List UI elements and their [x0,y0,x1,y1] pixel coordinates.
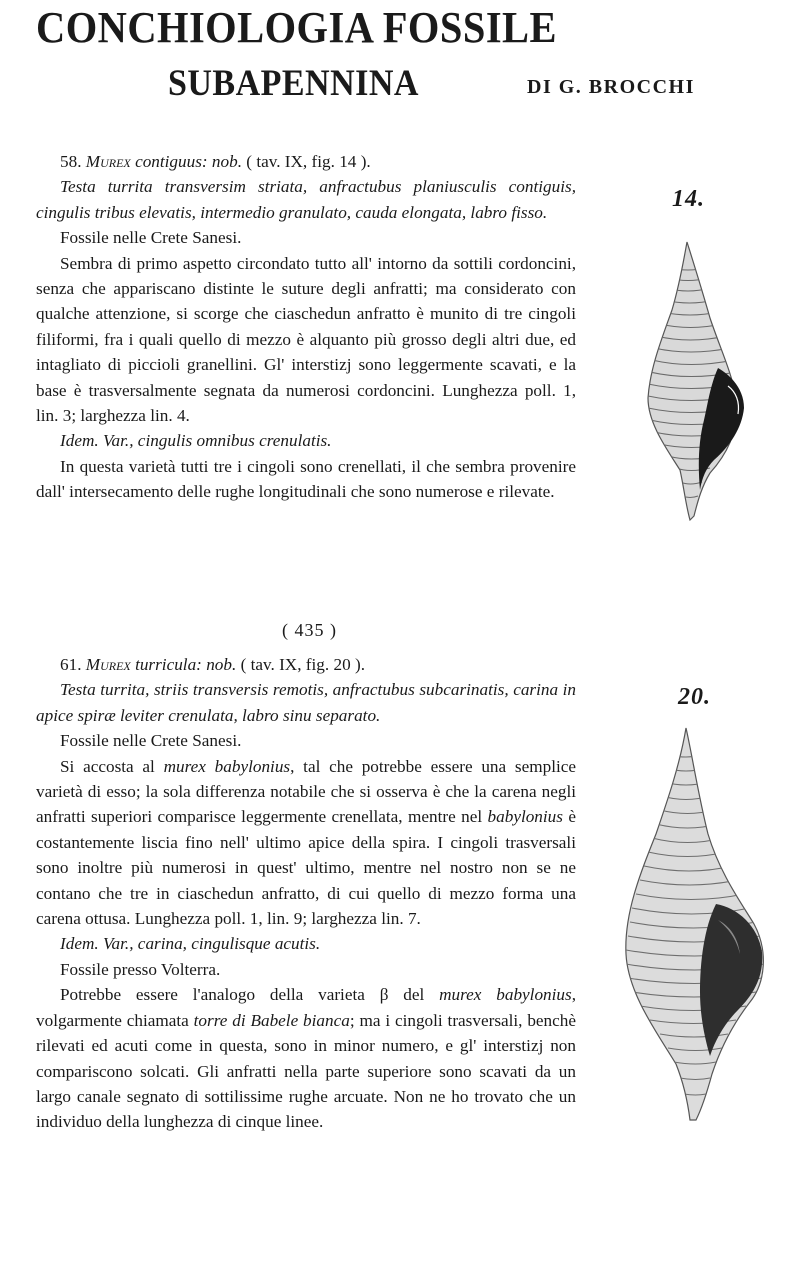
author: DI G. BROCCHI [527,76,695,98]
variety-note [36,982,576,1134]
locality: Fossile nelle Crete Sanesi. [60,228,242,248]
desc-text: Si accosta al [60,756,164,776]
shell-figure-20-illustration [616,724,786,1124]
desc-term: babylonius [487,807,563,827]
figure-14-label: 14. [672,186,705,212]
genus-name: Murex [85,655,131,674]
desc-text: , tal che potrebbe essere una semplice varietà di esso; la sola differenza notabile che si osserva è che la carena negli anfratti superiori comparisce leggermente crenellata, mentre nel [36,756,577,827]
entry-number: 61. [60,655,82,674]
description: Sembra di primo aspetto circondato tutto all' intorno da sottili cordoncini, senza che appariscano distinte le suture degli anfratti; ma considerato con qualche attenzione, si scorge che ciaschedun anfratto è munito di tre cingoli filiformi, fra i quali quello di mezzo è alquanto più grosso degli altri due, ed intagliato di piccioli granellini. Gl' interstizj sono leggermente scavati, e la base è trasversalmente segnata da numerosi cordoncini. Lunghezza poll. 1, lin. 3; larghezza lin. 4. [36,253,576,426]
genus-name: Murex [85,152,131,171]
note-text: , volgarmente chiamata [36,985,577,1030]
desc-text: è costantemente liscia fino nell' ultimo apice della spira. I cingoli trasversali sono inoltre più numerosi in quest' ultimo, mentre nel nostro non se ne contano che tre in ciaschedun anfratto, di cui quello di mezzo forma una carena ottusa. Lunghezza poll. 1, lin. 9; larghezza lin. 7. [36,807,576,929]
entry-58 [36,149,576,505]
entry-heading [36,652,576,677]
entry-heading [36,149,576,174]
variety: Idem. Var., carina, cingulisque acutis. [60,934,321,954]
desc-term: murex babylonius [163,756,291,776]
plate-reference: ( tav. IX, fig. 20 ). [240,655,365,674]
page-number: ( 435 ) [282,620,337,640]
note-text: Potrebbe essere l'analogo della varieta β del [60,985,440,1005]
variety: Idem. Var., cingulis omnibus crenulatis. [60,431,332,451]
description [36,754,576,932]
diagnosis: Testa turrita, striis transversis remotis, anfractubus subcarinatis, carina in apice spiræ leviter crenulata, labro sinu separato. [36,680,576,725]
note-term: murex babylonius [439,985,572,1005]
title-line-1: CONCHIOLOGIA FOSSILE [36,3,557,52]
locality-2: Fossile presso Volterra. [60,959,221,979]
species-label: contiguus: nob. [135,152,242,171]
variety-note: In questa varietà tutti tre i cingoli sono crenellati, il che sembra provenire dall' intersecamento delle rughe longitudinali che sono numerose e rilevate. [36,456,576,502]
plate-reference: ( tav. IX, fig. 14 ). [246,152,371,171]
figure-20-label: 20. [678,684,711,710]
entry-61 [36,652,576,1135]
note-text: ; ma i cingoli trasversali, benchè rilevati ed acuti come in questa, sono in minor numero, e gl' interstizj non compariscono solcati. Gli anfratti nella parte superiore sono scavati da un largo canale segnato di sottilissime rughe arcuate. Non ne ho trovato che un individuo della lunghezza di cinque linee. [36,1010,577,1132]
title-line-2: SUBAPENNINA [168,63,419,104]
locality: Fossile nelle Crete Sanesi. [60,731,242,751]
note-term: torre di Babele bianca [193,1010,350,1030]
species-label: turricula: nob. [135,655,237,674]
shell-figure-14-illustration [640,238,760,523]
diagnosis: Testa turrita transversim striata, anfractubus planiusculis contiguis, cingulis tribus elevatis, intermedio granulato, cauda elongata, labro fisso. [36,177,576,222]
entry-number: 58. [60,152,82,171]
